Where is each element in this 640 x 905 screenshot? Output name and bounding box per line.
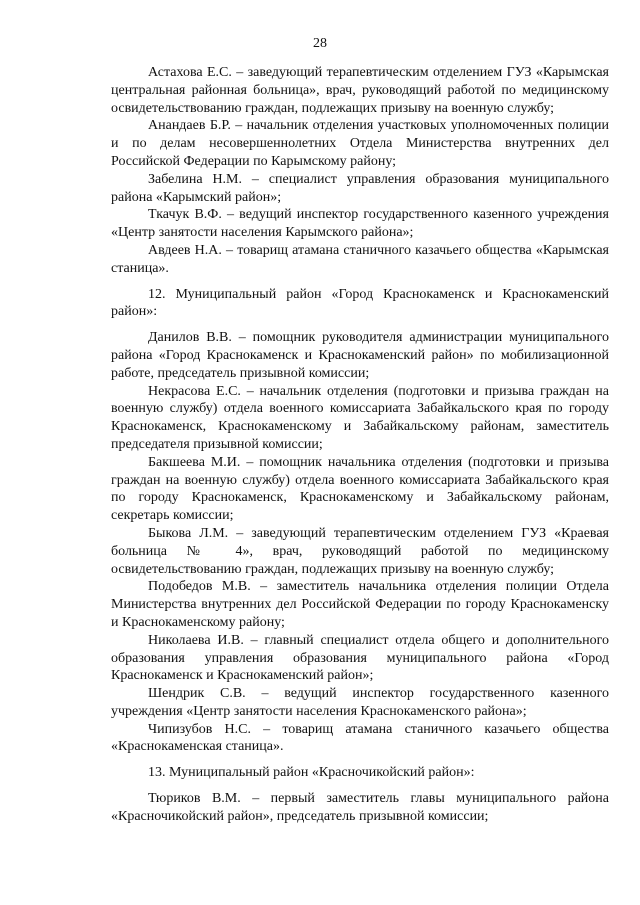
member-entry-avdeev: Авдеев Н.А. – товарищ атамана станичного казачьего общества «Карымская станица». bbox=[111, 242, 609, 276]
member-entry-tkachuk: Ткачук В.Ф. – ведущий инспектор государственного казенного учреждения «Центр занятости населения Карымского района»; bbox=[111, 207, 609, 241]
member-entry-anandaev: Анандаев Б.Р. – начальник отделения участковых уполномоченных полиции и по делам несовершеннолетних Отдела Министерства внутренних дел Российской Федерации по Карымскому району; bbox=[111, 118, 609, 169]
member-entry-podobedov: Подобедов М.В. – заместитель начальника отделения полиции Отдела Министерства внутренних дел Российской Федерации по городу Краснокаменску и Краснокаменскому району; bbox=[111, 579, 609, 630]
member-entry-nikolaeva: Николаева И.В. – главный специалист отдела общего и дополнительного образования управления образования муниципального района «Город Краснокаменск и Краснокаменский район»; bbox=[111, 632, 609, 684]
member-entry-nekrasova: Некрасова Е.С. – начальник отделения (подготовки и призыва граждан на военную службу) отдела военного комиссариата Забайкальского края по городу Краснокаменск, Краснокаменскому и Забайкальскому районам, заместитель председателя призывной комиссии; bbox=[111, 383, 609, 452]
section-heading-13: 13. Муниципальный район «Красночикойский район»: bbox=[148, 765, 475, 781]
member-entry-zabelina: Забелина Н.М. – специалист управления образования муниципального района «Карымский район»; bbox=[111, 171, 609, 205]
member-entry-bykova: Быкова Л.М. – заведующий терапевтическим отделением ГУЗ «Краевая больница № 4», врач, руководящий работой по медицинскому освидетельствованию граждан, подлежащих призыву на военную службу; bbox=[111, 525, 609, 577]
member-entry-shendrik: Шендрик С.В. – ведущий инспектор государственного казенного учреждения «Центр занятости населения Краснокаменского района»; bbox=[111, 686, 609, 719]
member-entry-danilov: Данилов В.В. – помощник руководителя администрации муниципального района «Город Краснокаменск и Краснокаменский район» по мобилизационной работе, председатель призывной комиссии; bbox=[111, 330, 609, 381]
section-heading-12: 12. Муниципальный район «Город Краснокаменск и Краснокаменский район»: bbox=[111, 286, 609, 320]
member-entry-astakhova: Астахова Е.С. – заведующий терапевтическим отделением ГУЗ «Карымская центральная районная больница», врач, руководящий работой по медицинскому освидетельствованию граждан, подлежащих призыву на военную службу; bbox=[111, 65, 609, 116]
member-entry-chipizubov: Чипизубов Н.С. – товарищ атамана станичного казачьего общества «Краснокаменская станица». bbox=[111, 721, 609, 755]
document-body bbox=[111, 64, 609, 826]
page-number: 28 bbox=[313, 36, 327, 51]
member-entry-tyurikov: Тюриков В.М. – первый заместитель главы муниципального района «Красночикойский район», председатель призывной комиссии; bbox=[111, 791, 609, 824]
member-entry-baksheeva: Бакшеева М.И. – помощник начальника отделения (подготовки и призыва граждан на военную службу) отдела военного комиссариата Забайкальского края по городу Краснокаменск, Краснокаменскому и Забайкальскому районам, секретарь комиссии; bbox=[111, 454, 609, 524]
